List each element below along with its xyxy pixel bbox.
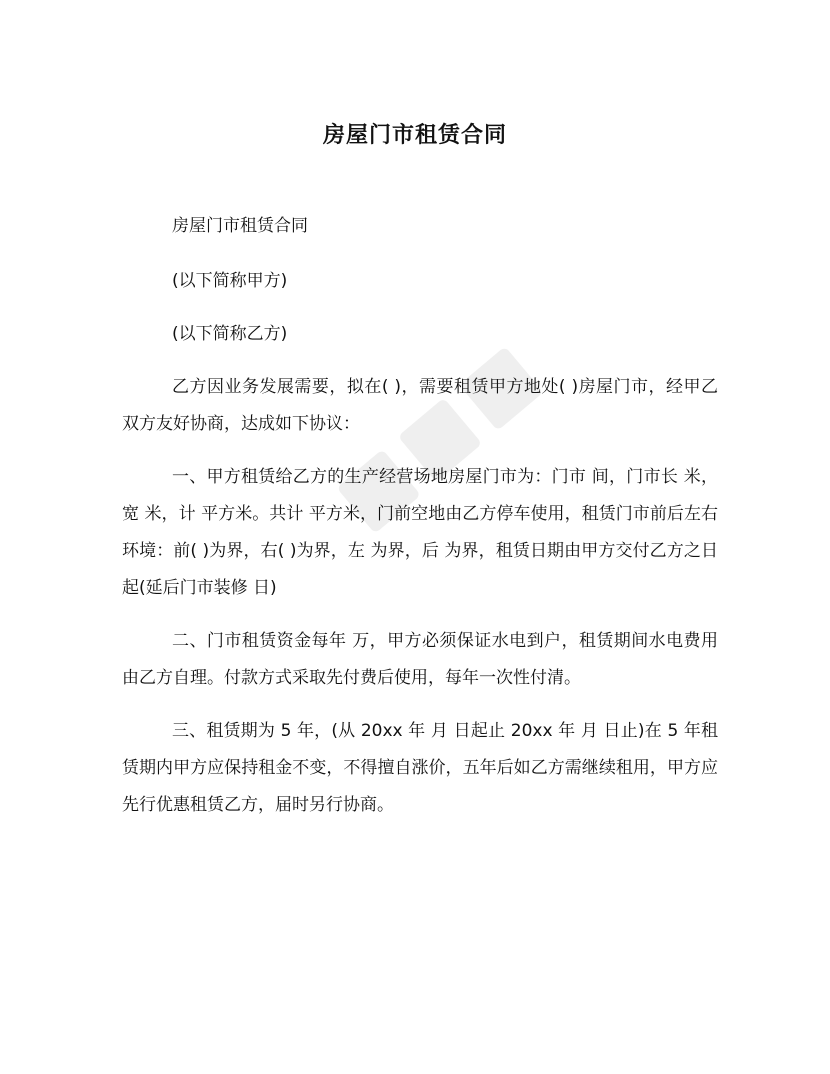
paragraph-clause-1: 一、甲方租赁给乙方的生产经营场地房屋门市为：门市 间，门市长 米，宽 米，计 平方米。共计 平方米，门前空地由乙方停车使用，租赁门市前后左右环境：前( )为界，右( )为界，左 为界，后 为界，租赁日期由甲方交付乙方之日起(延后门市装修 日) bbox=[122, 467, 718, 598]
document-body bbox=[122, 208, 718, 840]
paragraph-clause-2: 二、门市租赁资金每年 万，甲方必须保证水电到户，租赁期间水电费用由乙方自理。付款方式采取先付费后使用，每年一次性付清。 bbox=[122, 631, 718, 688]
paragraph-clause-3: 三、租赁期为 5 年，(从 20xx 年 月 日起止 20xx 年 月 日止)在 5 年租赁期内甲方应保持租金不变，不得擅自涨价，五年后如乙方需继续租用，甲方应先行优惠租赁乙方，届时另行协商。 bbox=[122, 721, 718, 815]
paragraph-intro: 乙方因业务发展需要，拟在( )，需要租赁甲方地处( )房屋门市，经甲乙双方友好协商，达成如下协议： bbox=[122, 377, 718, 434]
paragraph-party-b: (以下简称乙方) bbox=[172, 324, 288, 344]
document-title: 房屋门市租赁合同 bbox=[322, 123, 507, 148]
paragraph-party-a: (以下简称甲方) bbox=[172, 271, 288, 291]
paragraph-heading: 房屋门市租赁合同 bbox=[172, 216, 308, 236]
